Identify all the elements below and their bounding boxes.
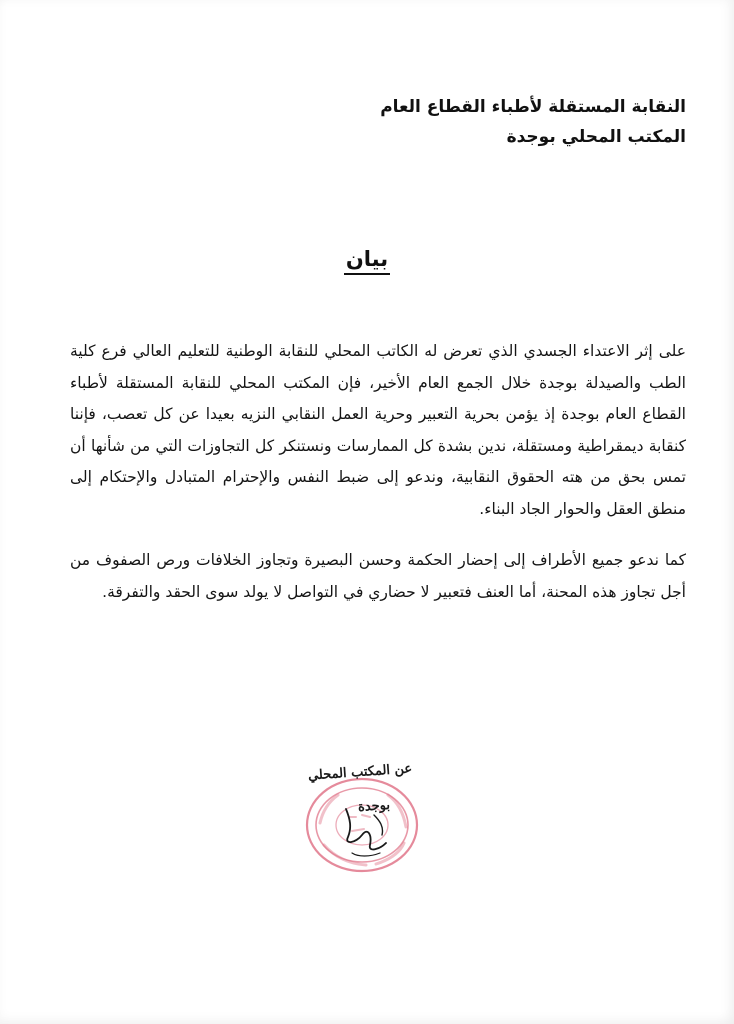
local-office-name: المكتب المحلي بوجدة — [506, 127, 686, 147]
signature-line-2: بوجدة — [357, 797, 391, 816]
organization-name: النقابة المستقلة لأطباء القطاع العام — [380, 97, 686, 117]
document-title — [0, 247, 734, 271]
signature-line-1: عن المكتب المحلي — [307, 761, 413, 784]
title-text: بيان — [344, 247, 390, 275]
paragraph-1: على إثر الاعتداء الجسدي الذي تعرض له الكاتب المحلي للنقابة الوطنية للتعليم العالي فرع كلية الطب والصيدلة بوجدة خلال الجمع العام الأخير، فإن المكتب المحلي للنقابة المستقلة لأطباء القطاع العام بوجدة إذ يؤمن بحرية التعبير وحرية العمل النقابي النزيه بعيدا عن كل تعصب، فإننا كنقابة ديمقراطية ومستقلة، ندين بشدة كل الممارسات ونستنكر كل التجاوزات التي من شأنها أن تمس بحق من هته الحقوق النقابية، وندعو إلى ضبط النفس والإحترام المتبادل والإحتكام إلى منطق العقل والحوار الجاد البناء. — [70, 342, 686, 518]
signature-stamp — [290, 761, 430, 875]
paragraph-2: كما ندعو جميع الأطراف إلى إحضار الحكمة وحسن البصيرة وتجاوز الخلافات ورص الصفوف من أجل تجاوز هذه المحنة، أما العنف فتعبير لا حضاري في التواصل لا يولد سوى الحقد والتفرقة. — [70, 551, 686, 601]
letterhead — [326, 92, 686, 152]
statement-body — [70, 336, 686, 628]
